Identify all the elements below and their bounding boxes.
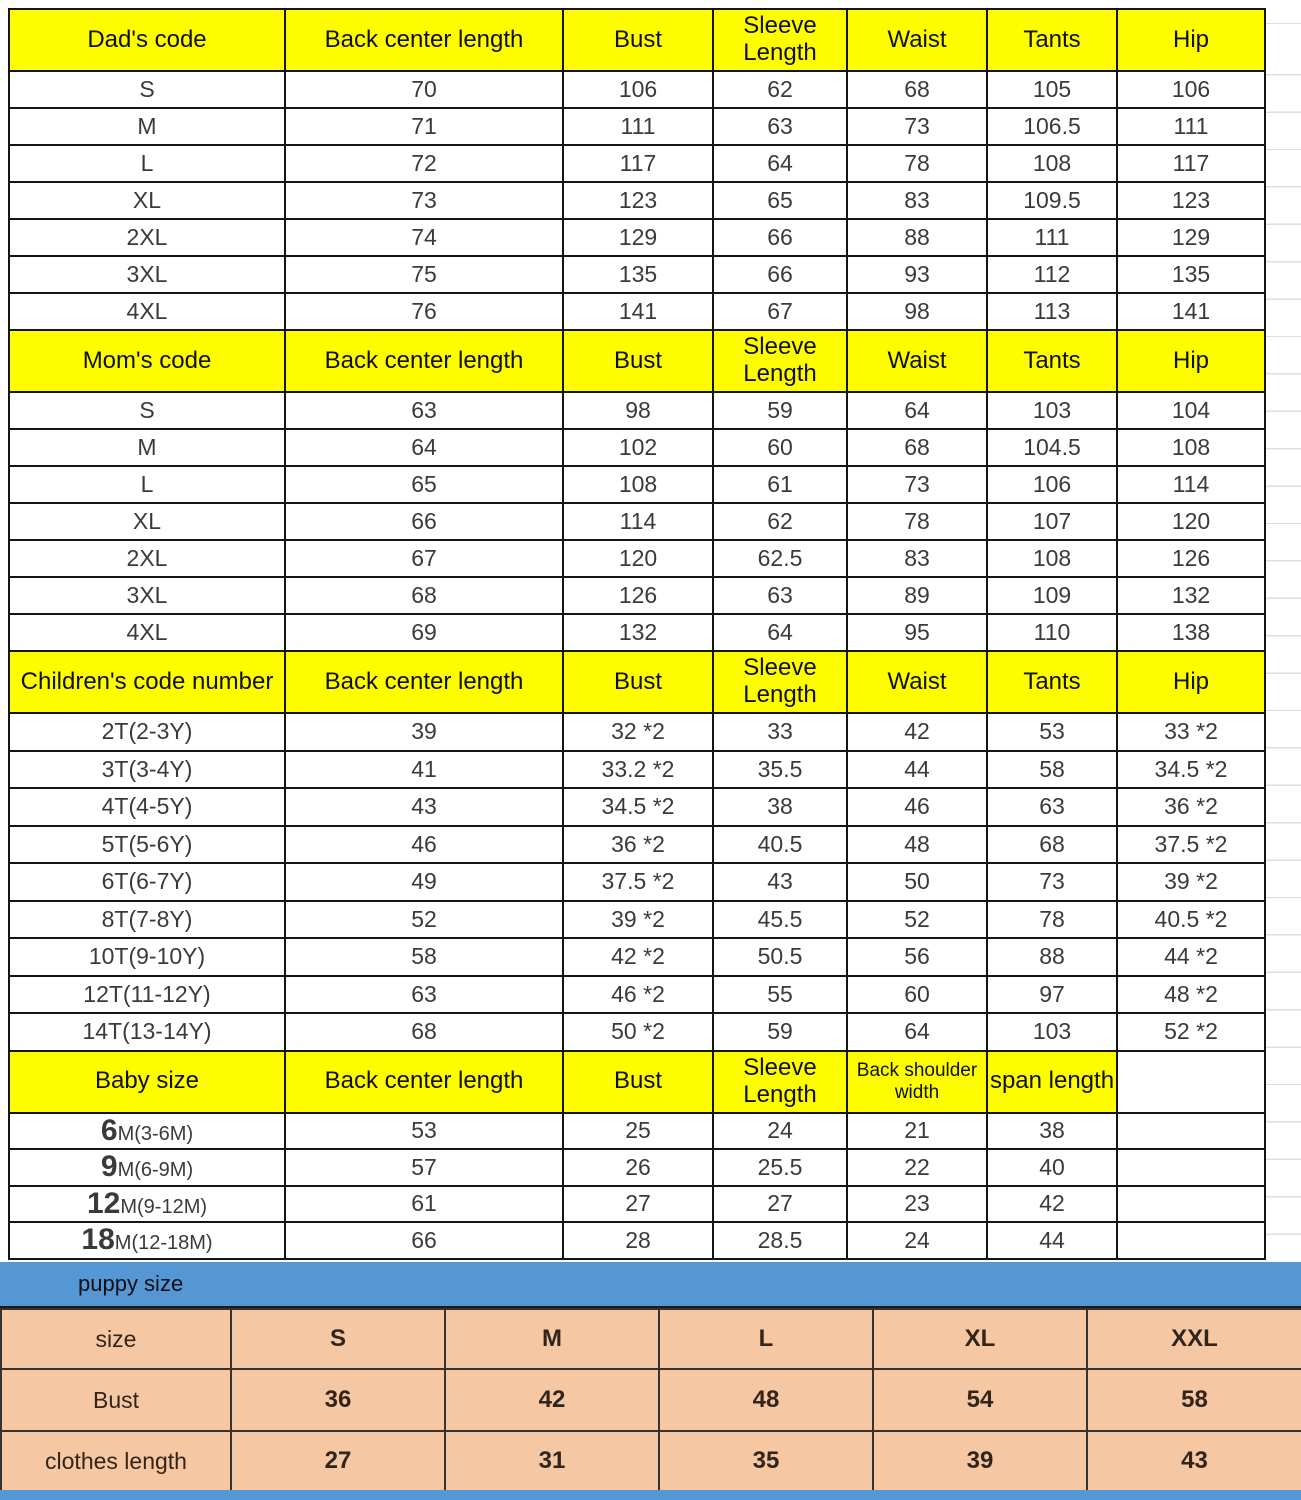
baby-label-prefix: 18 (81, 1223, 115, 1257)
mom-cell-3-6: 120 (1117, 503, 1265, 540)
children-cell-3-0: 5T(5-6Y) (9, 826, 285, 864)
children-cell-3-1: 46 (285, 826, 563, 864)
mom-cell-0-2: 98 (563, 392, 713, 429)
mom-cell-3-5: 107 (987, 503, 1117, 540)
baby-label-rest: M(3-6M) (117, 1122, 194, 1145)
children-cell-0-5: 53 (987, 713, 1117, 751)
baby-cell-3-2: 28.5 (713, 1222, 847, 1259)
mom-cell-5-1: 68 (285, 577, 563, 614)
children-cell-8-5: 103 (987, 1013, 1117, 1051)
puppy-cell-1-5: 58 (1087, 1369, 1301, 1431)
mom-cell-6-4: 95 (847, 614, 987, 651)
mom-cell-2-2: 108 (563, 466, 713, 503)
dad-header-cell-1: Back center length (285, 9, 563, 71)
children-header-cell-0: Children's code number (9, 651, 285, 713)
mom-header-cell-0: Mom's code (9, 330, 285, 392)
children-cell-2-3: 38 (713, 788, 847, 826)
dad-cell-2-1: 72 (285, 145, 563, 182)
mom-cell-6-3: 64 (713, 614, 847, 651)
puppy-row (1, 1369, 1301, 1431)
puppy-row (1, 1431, 1301, 1491)
dad-row (9, 182, 1265, 219)
dad-cell-5-2: 135 (563, 256, 713, 293)
children-cell-1-6: 34.5 *2 (1117, 751, 1265, 789)
mom-row (9, 466, 1265, 503)
dad-cell-4-0: 2XL (9, 219, 285, 256)
children-cell-8-4: 64 (847, 1013, 987, 1051)
mom-row (9, 577, 1265, 614)
baby-size-label (9, 1186, 285, 1223)
children-row (9, 938, 1265, 976)
dad-cell-3-1: 73 (285, 182, 563, 219)
children-cell-0-4: 42 (847, 713, 987, 751)
children-cell-1-3: 35.5 (713, 751, 847, 789)
children-header-cell-5: Tants (987, 651, 1117, 713)
mom-header-cell-3: Sleeve Length (713, 330, 847, 392)
dad-cell-1-0: M (9, 108, 285, 145)
baby-label-prefix: 6 (100, 1113, 118, 1147)
children-cell-2-5: 63 (987, 788, 1117, 826)
children-cell-8-1: 68 (285, 1013, 563, 1051)
baby-cell-0-2: 24 (713, 1113, 847, 1150)
children-cell-7-0: 12T(11-12Y) (9, 976, 285, 1014)
children-cell-3-2: 36 *2 (563, 826, 713, 864)
dad-row (9, 293, 1265, 330)
baby-cell-0-4: 38 (987, 1113, 1117, 1150)
dad-cell-4-4: 88 (847, 219, 987, 256)
mom-cell-1-4: 68 (847, 429, 987, 466)
empty-cell (1117, 1222, 1265, 1259)
baby-header-cell-1: Back center length (285, 1051, 563, 1113)
dad-cell-4-5: 111 (987, 219, 1117, 256)
children-cell-4-2: 37.5 *2 (563, 863, 713, 901)
dad-row (9, 256, 1265, 293)
children-row (9, 1013, 1265, 1051)
mom-cell-3-2: 114 (563, 503, 713, 540)
children-cell-3-6: 37.5 *2 (1117, 826, 1265, 864)
puppy-cell-0-4: XL (873, 1309, 1087, 1369)
dad-cell-3-4: 83 (847, 182, 987, 219)
mom-cell-3-0: XL (9, 503, 285, 540)
dad-cell-3-3: 65 (713, 182, 847, 219)
dad-row (9, 108, 1265, 145)
puppy-cell-0-1: S (231, 1309, 445, 1369)
empty-cell (1117, 1186, 1265, 1223)
children-row (9, 713, 1265, 751)
baby-header-row (9, 1051, 1265, 1113)
mom-cell-2-4: 73 (847, 466, 987, 503)
dad-cell-6-5: 113 (987, 293, 1117, 330)
dad-header-cell-2: Bust (563, 9, 713, 71)
dad-header-row (9, 9, 1265, 71)
mom-header-cell-4: Waist (847, 330, 987, 392)
mom-cell-2-3: 61 (713, 466, 847, 503)
children-cell-5-6: 40.5 *2 (1117, 901, 1265, 939)
children-cell-0-3: 33 (713, 713, 847, 751)
dad-cell-2-5: 108 (987, 145, 1117, 182)
puppy-cell-2-0: clothes length (1, 1431, 231, 1491)
dad-row (9, 219, 1265, 256)
dad-cell-6-3: 67 (713, 293, 847, 330)
children-cell-4-3: 43 (713, 863, 847, 901)
children-cell-0-1: 39 (285, 713, 563, 751)
mom-row (9, 392, 1265, 429)
dad-cell-3-2: 123 (563, 182, 713, 219)
dad-cell-6-0: 4XL (9, 293, 285, 330)
mom-cell-1-2: 102 (563, 429, 713, 466)
puppy-cell-1-4: 54 (873, 1369, 1087, 1431)
mom-cell-3-1: 66 (285, 503, 563, 540)
puppy-cell-2-3: 35 (659, 1431, 873, 1491)
children-cell-8-0: 14T(13-14Y) (9, 1013, 285, 1051)
mom-row (9, 503, 1265, 540)
baby-header-cell-5: span length (987, 1051, 1117, 1113)
mom-cell-4-6: 126 (1117, 540, 1265, 577)
mom-row (9, 614, 1265, 651)
dad-cell-2-2: 117 (563, 145, 713, 182)
baby-label-prefix: 9 (100, 1150, 118, 1184)
children-cell-8-6: 52 *2 (1117, 1013, 1265, 1051)
puppy-cell-2-5: 43 (1087, 1431, 1301, 1491)
baby-header-cell-4: Back shoulder width (847, 1051, 987, 1113)
empty-cell (1117, 1051, 1265, 1113)
dad-row (9, 71, 1265, 108)
children-row (9, 751, 1265, 789)
puppy-cell-0-0: size (1, 1309, 231, 1369)
baby-size-label (9, 1222, 285, 1259)
puppy-row (1, 1309, 1301, 1369)
children-cell-6-2: 42 *2 (563, 938, 713, 976)
dad-cell-1-4: 73 (847, 108, 987, 145)
puppy-cell-0-2: M (445, 1309, 659, 1369)
mom-cell-1-6: 108 (1117, 429, 1265, 466)
mom-cell-4-4: 83 (847, 540, 987, 577)
dad-cell-1-1: 71 (285, 108, 563, 145)
children-cell-5-2: 39 *2 (563, 901, 713, 939)
dad-header-cell-0: Dad's code (9, 9, 285, 71)
children-cell-6-5: 88 (987, 938, 1117, 976)
baby-cell-3-0: 66 (285, 1222, 563, 1259)
mom-cell-0-3: 59 (713, 392, 847, 429)
children-row (9, 901, 1265, 939)
mom-cell-1-0: M (9, 429, 285, 466)
baby-cell-2-2: 27 (713, 1186, 847, 1223)
baby-row (9, 1149, 1265, 1186)
children-cell-1-2: 33.2 *2 (563, 751, 713, 789)
children-cell-4-5: 73 (987, 863, 1117, 901)
mom-cell-6-2: 132 (563, 614, 713, 651)
mom-cell-1-3: 60 (713, 429, 847, 466)
baby-cell-2-3: 23 (847, 1186, 987, 1223)
children-cell-8-3: 59 (713, 1013, 847, 1051)
children-cell-1-1: 41 (285, 751, 563, 789)
children-cell-5-3: 45.5 (713, 901, 847, 939)
baby-label-rest: M(6-9M) (117, 1159, 194, 1182)
dad-cell-3-0: XL (9, 182, 285, 219)
mom-cell-5-2: 126 (563, 577, 713, 614)
mom-cell-3-4: 78 (847, 503, 987, 540)
baby-header-cell-0: Baby size (9, 1051, 285, 1113)
puppy-cell-0-3: L (659, 1309, 873, 1369)
children-cell-3-5: 68 (987, 826, 1117, 864)
children-cell-7-1: 63 (285, 976, 563, 1014)
baby-cell-1-0: 57 (285, 1149, 563, 1186)
puppy-cell-0-5: XXL (1087, 1309, 1301, 1369)
children-cell-3-3: 40.5 (713, 826, 847, 864)
mom-cell-1-5: 104.5 (987, 429, 1117, 466)
children-row (9, 863, 1265, 901)
mom-cell-2-6: 114 (1117, 466, 1265, 503)
dad-cell-5-6: 135 (1117, 256, 1265, 293)
baby-cell-0-1: 25 (563, 1113, 713, 1150)
children-cell-4-0: 6T(6-7Y) (9, 863, 285, 901)
mom-cell-0-4: 64 (847, 392, 987, 429)
children-cell-5-1: 52 (285, 901, 563, 939)
dad-cell-4-6: 129 (1117, 219, 1265, 256)
mom-cell-5-6: 132 (1117, 577, 1265, 614)
puppy-cell-2-1: 27 (231, 1431, 445, 1491)
children-cell-1-5: 58 (987, 751, 1117, 789)
mom-header-row (9, 330, 1265, 392)
children-cell-0-2: 32 *2 (563, 713, 713, 751)
mom-cell-4-5: 108 (987, 540, 1117, 577)
puppy-cell-1-0: Bust (1, 1369, 231, 1431)
baby-cell-3-3: 24 (847, 1222, 987, 1259)
mom-header-cell-2: Bust (563, 330, 713, 392)
baby-size-label (9, 1113, 285, 1150)
dad-cell-6-2: 141 (563, 293, 713, 330)
dad-cell-5-0: 3XL (9, 256, 285, 293)
dad-cell-3-6: 123 (1117, 182, 1265, 219)
dad-cell-5-3: 66 (713, 256, 847, 293)
dad-cell-0-3: 62 (713, 71, 847, 108)
mom-cell-4-1: 67 (285, 540, 563, 577)
children-cell-4-1: 49 (285, 863, 563, 901)
puppy-cell-1-3: 48 (659, 1369, 873, 1431)
mom-cell-3-3: 62 (713, 503, 847, 540)
dad-cell-0-6: 106 (1117, 71, 1265, 108)
children-cell-2-2: 34.5 *2 (563, 788, 713, 826)
mom-cell-0-6: 104 (1117, 392, 1265, 429)
dad-cell-1-5: 106.5 (987, 108, 1117, 145)
dad-cell-2-0: L (9, 145, 285, 182)
children-row (9, 826, 1265, 864)
puppy-cell-2-4: 39 (873, 1431, 1087, 1491)
dad-cell-0-4: 68 (847, 71, 987, 108)
bottom-blue-strip (0, 1490, 1301, 1500)
children-row (9, 788, 1265, 826)
children-cell-7-2: 46 *2 (563, 976, 713, 1014)
mom-cell-2-1: 65 (285, 466, 563, 503)
baby-row (9, 1222, 1265, 1259)
mom-row (9, 540, 1265, 577)
mom-header-cell-5: Tants (987, 330, 1117, 392)
empty-cell (1117, 1149, 1265, 1186)
baby-row (9, 1113, 1265, 1150)
mom-cell-6-5: 110 (987, 614, 1117, 651)
children-cell-7-3: 55 (713, 976, 847, 1014)
puppy-cell-1-1: 36 (231, 1369, 445, 1431)
dad-cell-0-5: 105 (987, 71, 1117, 108)
children-cell-2-6: 36 *2 (1117, 788, 1265, 826)
baby-cell-3-1: 28 (563, 1222, 713, 1259)
baby-label-rest: M(12-18M) (114, 1232, 213, 1255)
mom-cell-0-0: S (9, 392, 285, 429)
children-cell-0-6: 33 *2 (1117, 713, 1265, 751)
dad-cell-6-1: 76 (285, 293, 563, 330)
children-cell-2-4: 46 (847, 788, 987, 826)
children-cell-1-0: 3T(3-4Y) (9, 751, 285, 789)
dad-cell-4-3: 66 (713, 219, 847, 256)
dad-cell-4-1: 74 (285, 219, 563, 256)
dad-row (9, 145, 1265, 182)
mom-cell-0-5: 103 (987, 392, 1117, 429)
children-header-row (9, 651, 1265, 713)
baby-cell-2-4: 42 (987, 1186, 1117, 1223)
mom-cell-1-1: 64 (285, 429, 563, 466)
dad-cell-1-6: 111 (1117, 108, 1265, 145)
baby-label-rest: M(9-12M) (120, 1195, 208, 1218)
baby-header-cell-2: Bust (563, 1051, 713, 1113)
children-cell-6-1: 58 (285, 938, 563, 976)
children-cell-7-6: 48 *2 (1117, 976, 1265, 1014)
children-cell-0-0: 2T(2-3Y) (9, 713, 285, 751)
baby-cell-1-4: 40 (987, 1149, 1117, 1186)
children-cell-5-5: 78 (987, 901, 1117, 939)
puppy-size-table (0, 1308, 1301, 1492)
mom-cell-6-1: 69 (285, 614, 563, 651)
excel-gridlines-right (1266, 8, 1301, 1256)
mom-row (9, 429, 1265, 466)
dad-cell-6-6: 141 (1117, 293, 1265, 330)
mom-cell-6-6: 138 (1117, 614, 1265, 651)
baby-cell-2-1: 27 (563, 1186, 713, 1223)
baby-cell-0-3: 21 (847, 1113, 987, 1150)
children-header-cell-4: Waist (847, 651, 987, 713)
children-cell-7-4: 60 (847, 976, 987, 1014)
baby-label-prefix: 12 (86, 1186, 121, 1220)
dad-header-cell-3: Sleeve Length (713, 9, 847, 71)
dad-cell-4-2: 129 (563, 219, 713, 256)
dad-cell-1-2: 111 (563, 108, 713, 145)
mom-cell-5-0: 3XL (9, 577, 285, 614)
mom-cell-2-0: L (9, 466, 285, 503)
mom-cell-5-3: 63 (713, 577, 847, 614)
baby-cell-3-4: 44 (987, 1222, 1117, 1259)
mom-cell-0-1: 63 (285, 392, 563, 429)
mom-header-cell-6: Hip (1117, 330, 1265, 392)
empty-cell (1117, 1113, 1265, 1150)
puppy-cell-2-2: 31 (445, 1431, 659, 1491)
mom-header-cell-1: Back center length (285, 330, 563, 392)
mom-cell-6-0: 4XL (9, 614, 285, 651)
children-header-cell-2: Bust (563, 651, 713, 713)
dad-cell-5-1: 75 (285, 256, 563, 293)
mom-cell-5-4: 89 (847, 577, 987, 614)
children-cell-2-0: 4T(4-5Y) (9, 788, 285, 826)
baby-cell-1-2: 25.5 (713, 1149, 847, 1186)
children-header-cell-6: Hip (1117, 651, 1265, 713)
mom-cell-5-5: 109 (987, 577, 1117, 614)
children-cell-6-4: 56 (847, 938, 987, 976)
children-cell-8-2: 50 *2 (563, 1013, 713, 1051)
baby-row (9, 1186, 1265, 1223)
dad-cell-3-5: 109.5 (987, 182, 1117, 219)
mom-cell-2-5: 106 (987, 466, 1117, 503)
dad-header-cell-5: Tants (987, 9, 1117, 71)
puppy-cell-1-2: 42 (445, 1369, 659, 1431)
mom-cell-4-0: 2XL (9, 540, 285, 577)
baby-cell-1-1: 26 (563, 1149, 713, 1186)
children-cell-1-4: 44 (847, 751, 987, 789)
mom-cell-4-2: 120 (563, 540, 713, 577)
baby-cell-2-0: 61 (285, 1186, 563, 1223)
puppy-size-header-bar (0, 1262, 1301, 1308)
baby-cell-0-0: 53 (285, 1113, 563, 1150)
dad-cell-0-0: S (9, 71, 285, 108)
children-cell-5-4: 52 (847, 901, 987, 939)
dad-cell-0-2: 106 (563, 71, 713, 108)
children-cell-6-3: 50.5 (713, 938, 847, 976)
children-cell-4-6: 39 *2 (1117, 863, 1265, 901)
children-row (9, 976, 1265, 1014)
children-cell-6-6: 44 *2 (1117, 938, 1265, 976)
baby-size-label (9, 1149, 285, 1186)
children-cell-7-5: 97 (987, 976, 1117, 1014)
dad-cell-0-1: 70 (285, 71, 563, 108)
mom-cell-4-3: 62.5 (713, 540, 847, 577)
children-header-cell-1: Back center length (285, 651, 563, 713)
baby-header-cell-3: Sleeve Length (713, 1051, 847, 1113)
puppy-size-title: puppy size (78, 1271, 184, 1296)
dad-cell-2-6: 117 (1117, 145, 1265, 182)
children-cell-5-0: 8T(7-8Y) (9, 901, 285, 939)
children-cell-4-4: 50 (847, 863, 987, 901)
dad-header-cell-4: Waist (847, 9, 987, 71)
children-header-cell-3: Sleeve Length (713, 651, 847, 713)
baby-cell-1-3: 22 (847, 1149, 987, 1186)
dad-cell-2-4: 78 (847, 145, 987, 182)
dad-cell-5-5: 112 (987, 256, 1117, 293)
dad-cell-2-3: 64 (713, 145, 847, 182)
children-cell-3-4: 48 (847, 826, 987, 864)
size-table (8, 8, 1266, 1260)
dad-cell-1-3: 63 (713, 108, 847, 145)
dad-cell-5-4: 93 (847, 256, 987, 293)
dad-header-cell-6: Hip (1117, 9, 1265, 71)
children-cell-2-1: 43 (285, 788, 563, 826)
children-cell-6-0: 10T(9-10Y) (9, 938, 285, 976)
dad-cell-6-4: 98 (847, 293, 987, 330)
